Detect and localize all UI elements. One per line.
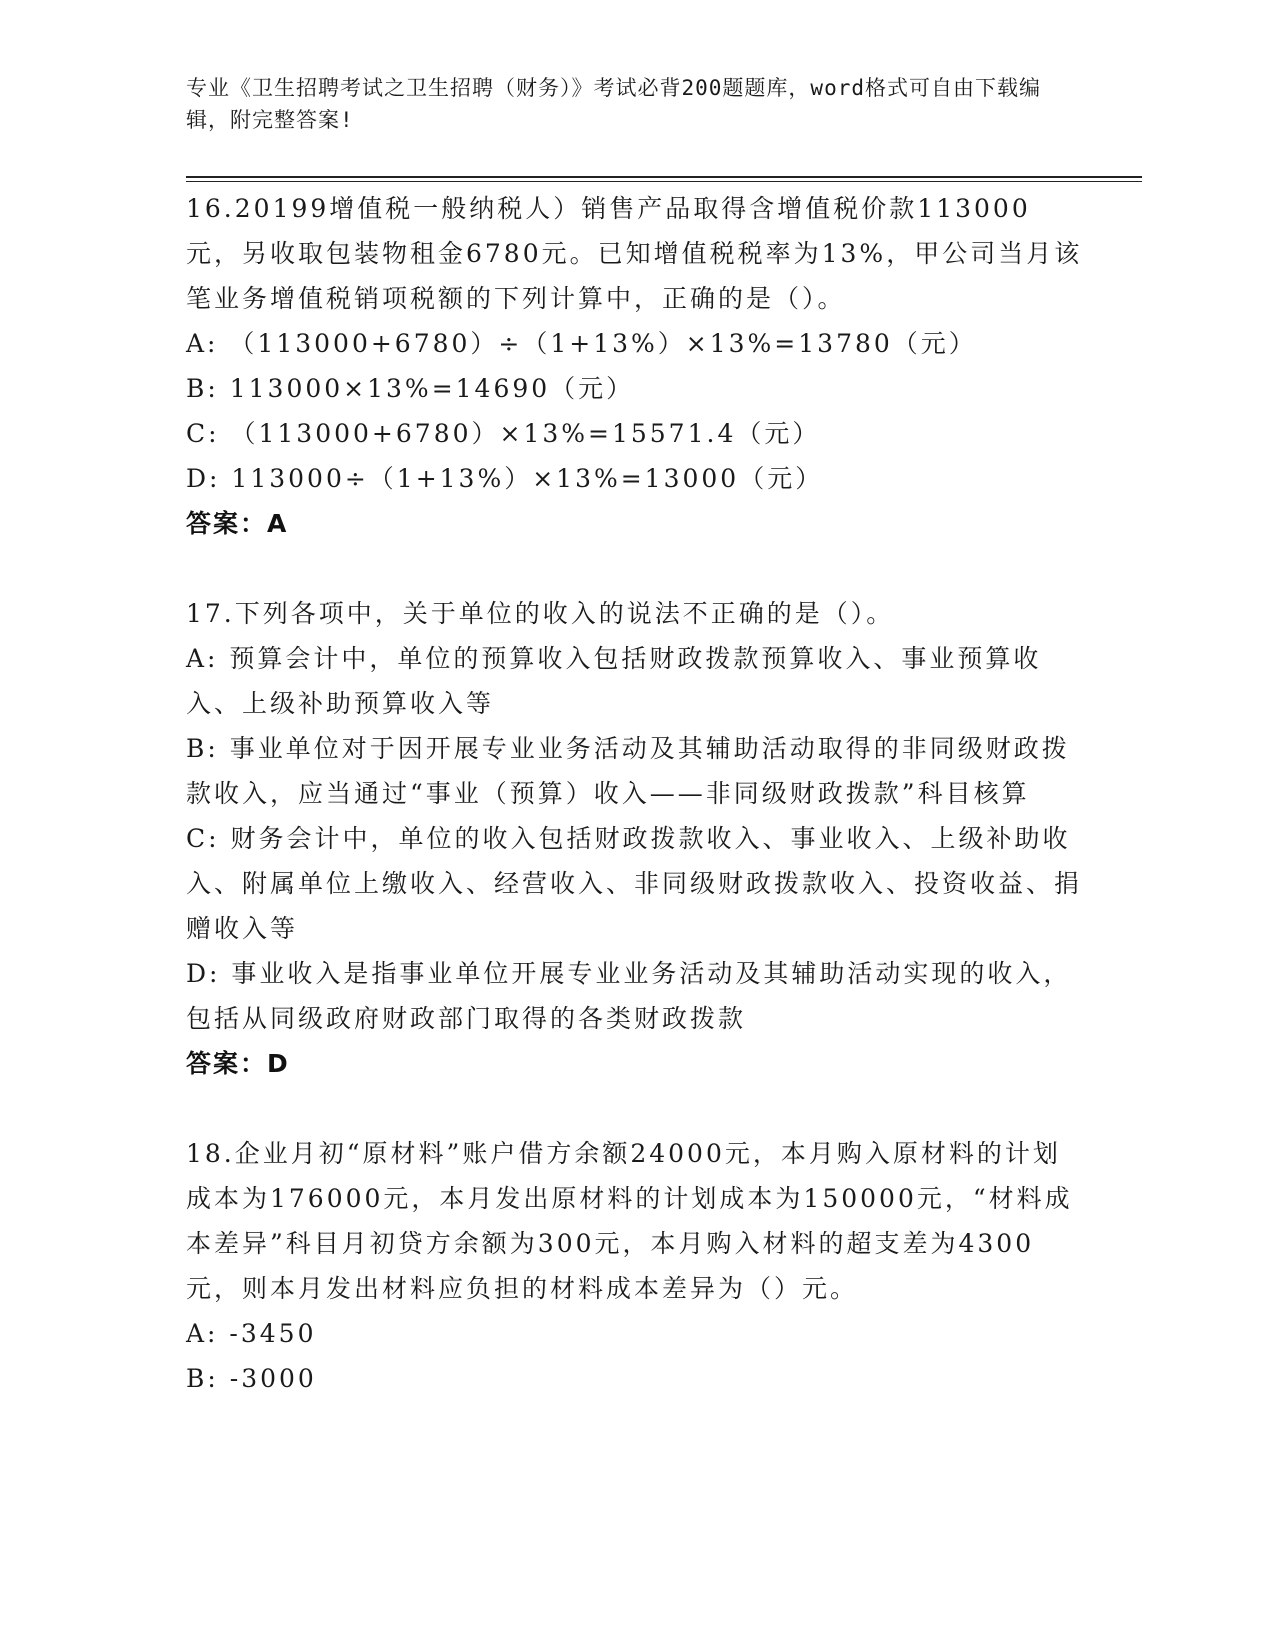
option-c: C: 财务会计中，单位的收入包括财政拨款收入、事业收入、上级补助收入、附属单位上缴收入、经营收入、非同级财政拨款收入、投资收益、捐赠收入等: [186, 824, 1083, 943]
option-d: D: 113000÷（1+13%）×13%=13000（元）: [186, 464, 824, 493]
document-header: 专业《卫生招聘考试之卫生招聘（财务）》考试必背200题题库，word格式可自由下载编辑，附完整答案!: [186, 76, 1041, 132]
option-d: D: 事业收入是指事业单位开展专业业务活动及其辅助活动实现的收入，包括从同级政府财政部门取得的各类财政拨款: [186, 959, 1072, 1033]
option-a: A: 预算会计中，单位的预算收入包括财政拨款预算收入、事业预算收入、上级补助预算收入等: [186, 644, 1042, 718]
option-a: A: -3450: [186, 1319, 317, 1348]
option-b: B: 113000×13%=14690（元）: [186, 374, 635, 403]
answer-label: 答案：D: [186, 1049, 290, 1078]
question-stem: 16.20199增值税一般纳税人）销售产品取得含增值税价款113000元，另收取包装物租金6780元。已知增值税税率为13%，甲公司当月该笔业务增值税销项税额的下列计算中，正确的是（）。: [186, 194, 1083, 313]
option-b: B: 事业单位对于因开展专业业务活动及其辅助活动取得的非同级财政拨款收入，应当通过“事业（预算）收入——非同级财政拨款”科目核算: [186, 734, 1070, 808]
answer-label: 答案：A: [186, 509, 289, 538]
question-16: [186, 186, 1086, 546]
question-stem: 17.下列各项中，关于单位的收入的说法不正确的是（）。: [186, 599, 895, 628]
question-18: [186, 1131, 1086, 1401]
option-a: A: （113000+6780）÷（1+13%）×13%=13780（元）: [186, 329, 977, 358]
question-list: [186, 186, 1086, 1446]
question-17: [186, 591, 1086, 1086]
question-stem: 18.企业月初“原材料”账户借方余额24000元，本月购入原材料的计划成本为176000元，本月发出原材料的计划成本为150000元，“材料成本差异”科目月初贷方余额为300元，本月购入材料的超支差为4300元，则本月发出材料应负担的材料成本差异为（）元。: [186, 1139, 1073, 1303]
option-c: C: （113000+6780）×13%=15571.4（元）: [186, 419, 821, 448]
option-b: B: -3000: [186, 1364, 317, 1393]
header-divider: [186, 176, 1142, 182]
